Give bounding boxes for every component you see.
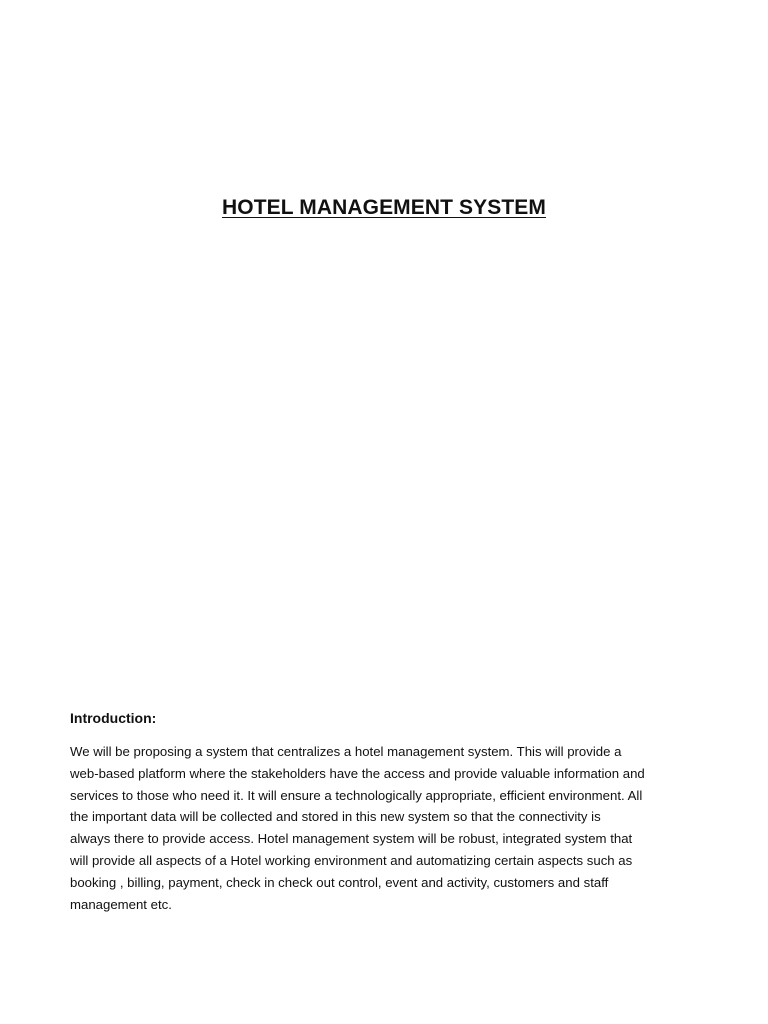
paragraph-line: the important data will be collected and stored in this new system so that the connectivity is: [70, 809, 601, 825]
paragraph-line: services to those who need it. It will ensure a technologically appropriate, efficient environment. All: [70, 787, 643, 803]
paragraph-line: web-based platform where the stakeholders have the access and provide valuable information and: [70, 765, 645, 781]
document-title-text: HOTEL MANAGEMENT SYSTEM: [222, 196, 546, 219]
paragraph-line: always there to provide access. Hotel management system will be robust, integrated system that: [70, 831, 633, 847]
paragraph-line: management etc.: [70, 896, 172, 912]
paragraph-line: We will be proposing a system that centralizes a hotel management system. This will provide a: [70, 744, 622, 759]
paragraph-line: will provide all aspects of a Hotel working environment and automatizing certain aspects such as: [70, 852, 633, 868]
introduction-heading: Introduction:: [70, 710, 157, 726]
document-title: [0, 196, 768, 220]
paragraph-line: booking , billing, payment, check in check out control, event and activity, customers and staff: [70, 874, 609, 890]
introduction-paragraph: [70, 741, 710, 915]
